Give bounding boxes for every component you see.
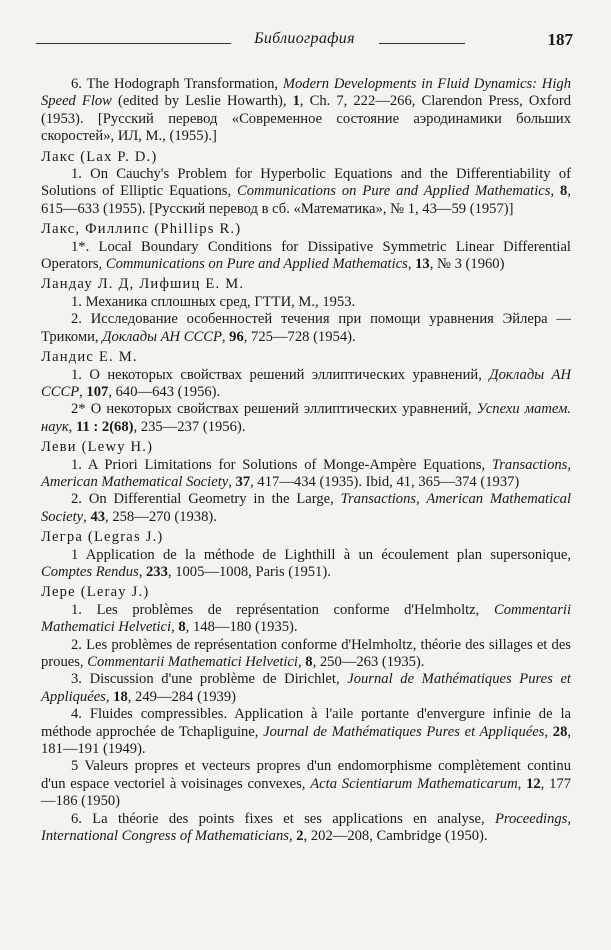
entry-title: Discussion d'une problème de Dirichlet, [81,671,348,688]
entry-journal: Доклады АН СССР [41,366,571,400]
entry-journal: Commentarii Mathematici Helvetici [41,601,571,636]
entry-title: La théorie des points fixes et ses applications en analyse, [81,810,495,827]
bibliography-entry [41,547,571,582]
page-number: 187 [547,30,573,49]
bibliography-entry [41,637,571,672]
entry-pages: , 202—208, Cambridge (1950). [303,828,488,845]
entry-journal: Modern Developments in Fluid Dynamics: High Speed Flow [41,76,571,110]
entry-journal: Transactions, American Mathematical Society [41,456,571,490]
author-heading: Легра (Legras J.) [41,529,164,546]
entry-journal: Communications on Pure and Applied Mathematics [105,256,408,273]
entry-journal: Commentarii Mathematici Helvetici [87,654,298,670]
entry-volume: 28 [552,723,568,740]
entry-pages: , 640—643 (1956). [108,383,221,400]
entry-number: 6. [71,810,82,827]
running-title: Библиография [231,30,379,48]
entry-number: 1*. [71,238,90,255]
bibliography-entry [41,294,571,311]
bibliography-entry [41,671,571,706]
entry-separator: , [517,775,527,792]
entry-number: 4. [71,706,82,723]
bibliography-entry [41,457,571,492]
entry-separator: , [407,256,416,273]
entry-pages: , 235—237 (1956). [133,418,246,435]
entry-title: Les problèmes de représentation conforme d'Helmholtz, théorie des sillages et des proues, [41,636,571,670]
entry-number: 1. [71,293,82,310]
bibliography-entry [41,76,571,146]
entry-separator: (edited by Leslie Howarth), [111,93,293,110]
entry-pages: , 177—186 (1950) [41,775,572,810]
entry-number: 1. [71,601,82,618]
bibliography-entry [41,239,571,274]
entry-pages: , Ch. 7, 222—266, Clarendon Press, Oxford (1953). [Русский перевод «Современное состояние аэродинамики больших скоростей», ИЛ, М., (1955).] [41,93,572,145]
entry-number: 1. [71,456,82,473]
entry-number: 5 [71,758,79,775]
entry-pages: , № 3 (1960) [429,256,505,273]
entry-pages: , 250—263 (1935). [312,654,425,670]
entry-journal: Доклады АН СССР [102,328,222,345]
entry-title: Исследование особенностей течения при помощи уравнения Эйлера — Трикоми, [41,311,571,345]
entry-volume: 1 [292,93,300,110]
author-heading: Ландис Е. М. [41,349,138,366]
entry-journal: Transactions, American Mathematical Society [41,491,571,525]
entry-number: 1. [71,166,82,183]
entry-volume: 12 [526,775,541,792]
author-heading: Лере (Leray J.) [41,584,150,601]
entry-title: Application de la méthode de Lighthill à un écoulement plan supersonique, [78,546,571,563]
entry-volume: 2 [296,828,304,845]
entry-volume: 11 : 2(68) [75,418,134,435]
entry-title: On Differential Geometry in the Large, [81,491,341,508]
author-heading: Леви (Lewy H.) [41,439,154,456]
entry-title: Local Boundary Conditions for Dissipative Symmetric Linear Differential Operators, [41,238,571,273]
entry-pages: , 258—270 (1938). [105,508,217,525]
entry-title: On Cauchy's Problem for Hyperbolic Equations and the Differentiability of Solutions of Elliptic Equations, [41,166,571,200]
entry-volume: 107 [86,383,109,400]
entry-volume: 233 [146,563,168,580]
entry-separator: , [105,688,114,705]
entry-volume: 13 [415,256,430,273]
entry-pages: , 148—180 (1935). [185,619,298,636]
bibliography-entry [41,311,571,346]
entry-number: 1 [71,546,79,563]
entry-number: 2. [71,491,82,508]
entry-journal: Journal de Mathématiques Pures et Appliquées [41,671,571,705]
entry-number: 6. [71,76,82,92]
entry-volume: 8 [305,654,313,670]
entry-separator: , [550,183,561,200]
entry-pages: , 417—434 (1935). Ibid, 41, 365—374 (1937) [250,473,520,490]
entry-pages: , 249—284 (1939) [127,688,236,705]
entry-number: 1. [71,366,82,383]
entry-title: О некоторых свойствах решений эллиптических уравнений, [81,366,490,383]
entry-volume: 43 [90,508,106,525]
bibliography-list [41,76,571,845]
entry-separator: , [171,619,179,636]
entry-pages: , 725—728 (1954). [243,328,356,345]
author-heading: Лакс, Филлипс (Phillips R.) [41,221,242,238]
bibliography-entry [41,367,571,402]
entry-pages: , 615—633 (1955). [Русский перевод в сб. «Математика», № 1, 43—59 (1957)] [41,183,571,217]
entry-number: 2* [71,401,86,418]
bibliography-entry [41,706,571,758]
entry-separator: , [544,723,553,740]
entry-separator: , [138,563,146,580]
entry-journal: Communications on Pure and Applied Mathematics [237,183,551,200]
entry-volume: 18 [113,688,128,705]
bibliography-entry [41,401,571,436]
entry-title: О некоторых свойствах решений эллиптических уравнений, [85,401,477,418]
entry-separator: , [297,654,306,670]
entry-title: The Hodograph Transformation, [81,76,283,92]
entry-title: A Priori Limitations for Solutions of Monge-Ampère Equations, [81,456,492,473]
entry-journal: Comptes Rendus [41,563,139,580]
entry-title: Механика сплошных сред, ГТТИ, М., 1953. [81,293,356,310]
entry-number: 2. [71,636,82,653]
entry-number: 2. [71,311,82,328]
author-heading: Лакс (Lax P. D.) [41,148,158,165]
entry-volume: 37 [235,473,251,490]
bibliography-entry [41,166,571,218]
entry-volume: 8 [560,183,568,200]
entry-journal: Proceedings, International Congress of Mathematicians [41,810,571,845]
author-heading: Ландау Л. Д, Лифшиц Е. М. [41,276,245,293]
entry-title: Les problèmes de représentation conforme d'Helmholtz, [81,601,494,618]
bibliography-entry [41,758,571,810]
entry-separator: , [288,828,297,845]
running-header [36,30,573,52]
entry-pages: , 1005—1008, Paris (1951). [167,563,331,580]
bibliography-entry [41,602,571,637]
entry-journal: Acta Scientiarum Mathematicarum [310,775,518,792]
entry-journal: Успехи матем. наук [41,401,571,435]
entry-journal: Journal de Mathématiques Pures et Appliquées [263,723,545,740]
entry-pages: , 181—191 (1949). [41,723,572,758]
entry-number: 3. [71,671,82,688]
entry-volume: 8 [178,619,186,636]
bibliography-entry [41,491,571,526]
entry-title: Valeurs propres et vecteurs propres d'un endomorphisme complètement continu d'un espace vectoriel à voisinages convexes, [41,758,571,792]
entry-volume: 96 [229,328,244,345]
entry-separator: , [221,328,230,345]
entry-separator: , [79,383,87,400]
entry-separator: , [83,508,91,525]
entry-separator: , [68,418,76,435]
bibliography-entry [41,811,571,846]
entry-separator: , [228,473,236,490]
entry-title: Fluides compressibles. Application à l'aile portante d'envergure infinie de la méthode approchée de Tchapliguine, [41,706,571,740]
